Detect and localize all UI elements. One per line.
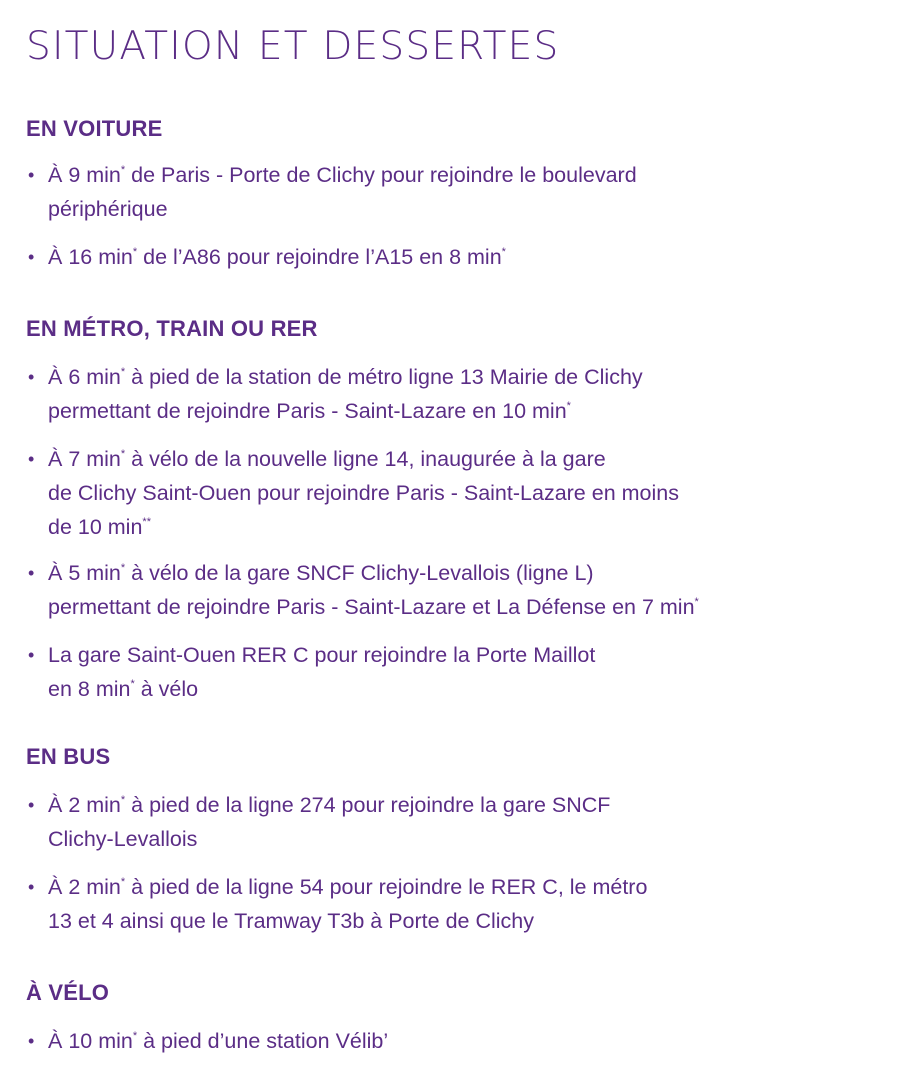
bullet-icon: •: [28, 1031, 35, 1051]
section-heading-velo: À VÉLO: [26, 980, 110, 1005]
item-line: À 2 min* à pied de la ligne 274 pour rejoindre la gare SNCF: [48, 793, 611, 817]
item-line: permettant de rejoindre Paris - Saint-Lazare en 10 min*: [48, 399, 571, 423]
bullet-icon: •: [28, 563, 35, 583]
list-item: [26, 788, 876, 856]
item-line: permettant de rejoindre Paris - Saint-Lazare et La Défense en 7 min*: [48, 595, 699, 619]
list-item: [26, 442, 876, 544]
section-heading-metro: EN MÉTRO, TRAIN OU RER: [26, 316, 318, 341]
item-line: La gare Saint-Ouen RER C pour rejoindre la Porte Maillot: [48, 643, 596, 667]
item-line: périphérique: [48, 197, 168, 221]
list-item: [26, 870, 876, 938]
item-line: À 6 min* à pied de la station de métro ligne 13 Mairie de Clichy: [48, 365, 643, 389]
list-item: [26, 240, 876, 274]
item-line: À 5 min* à vélo de la gare SNCF Clichy-Levallois (ligne L): [48, 561, 594, 585]
list-item: [26, 1024, 876, 1058]
list-item: [26, 556, 876, 624]
item-line: À 10 min* à pied d’une station Vélib’: [48, 1029, 389, 1053]
item-line: Clichy-Levallois: [48, 827, 198, 851]
bullet-icon: •: [28, 367, 35, 387]
list-item: [26, 158, 876, 226]
item-line: À 2 min* à pied de la ligne 54 pour rejoindre le RER C, le métro: [48, 875, 648, 899]
item-line: 13 et 4 ainsi que le Tramway T3b à Porte de Clichy: [48, 909, 534, 933]
bullet-icon: •: [28, 795, 35, 815]
bullet-icon: •: [28, 877, 35, 897]
item-line: À 7 min* à vélo de la nouvelle ligne 14, inaugurée à la gare: [48, 447, 606, 471]
bullet-icon: •: [28, 449, 35, 469]
section-heading-bus: EN BUS: [26, 744, 111, 769]
item-line: de 10 min**: [48, 515, 151, 539]
page-title: SITUATION ET DESSERTES: [26, 24, 560, 69]
item-line: en 8 min* à vélo: [48, 677, 199, 701]
section-heading-voiture: EN VOITURE: [26, 116, 163, 141]
item-line: À 16 min* de l’A86 pour rejoindre l’A15 en 8 min*: [48, 245, 506, 269]
item-line: de Clichy Saint-Ouen pour rejoindre Paris - Saint-Lazare en moins: [48, 481, 679, 505]
list-item: [26, 638, 876, 706]
item-line: À 9 min* de Paris - Porte de Clichy pour rejoindre le boulevard: [48, 163, 637, 187]
bullet-icon: •: [28, 247, 35, 267]
list-item: [26, 360, 876, 428]
bullet-icon: •: [28, 165, 35, 185]
bullet-icon: •: [28, 645, 35, 665]
